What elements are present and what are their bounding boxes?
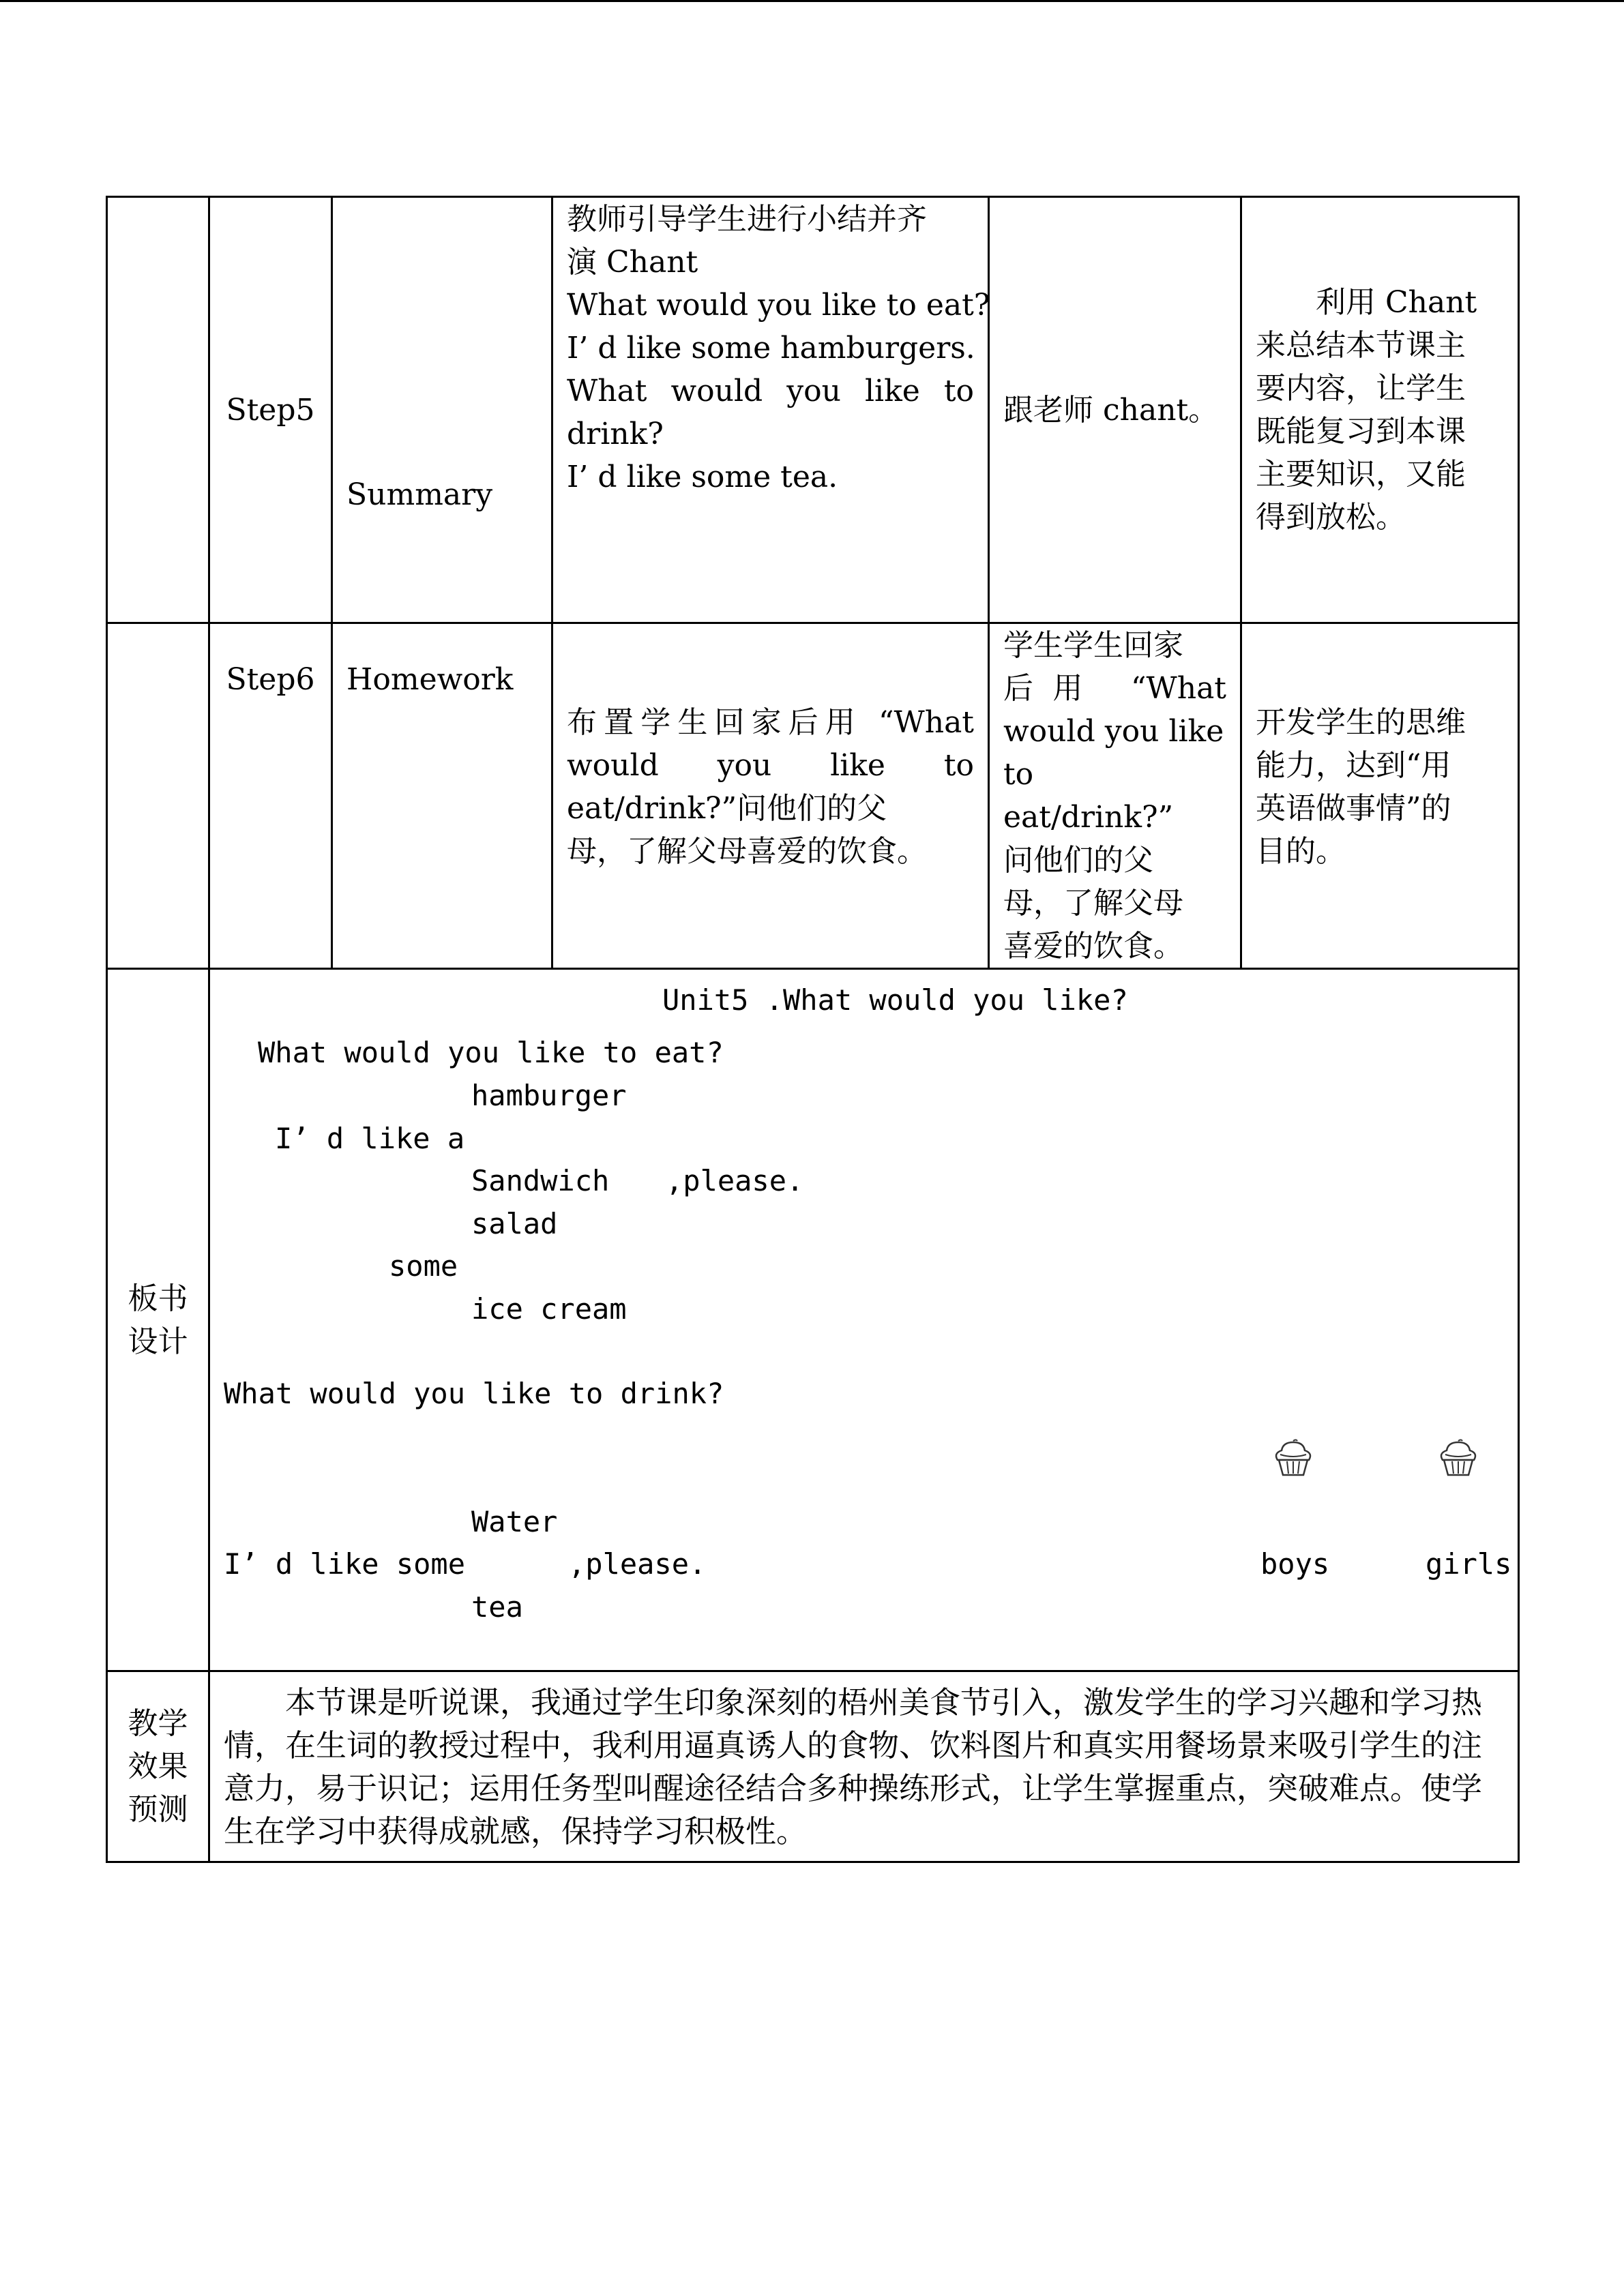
student-line: 问他们的父: [1003, 843, 1153, 878]
student-line: would you like: [1003, 714, 1224, 749]
board-please-1: ,please.: [666, 1164, 804, 1197]
board-label-boys: boys: [1260, 1547, 1330, 1581]
stage-label: Summary: [346, 477, 493, 512]
teacher-line: What would you like to: [567, 374, 974, 408]
effect-label-line: 效果: [128, 1749, 188, 1784]
purpose-line: 要内容，让学生: [1256, 371, 1466, 406]
teacher-line: drink?: [567, 417, 664, 451]
step5-stage-cell: [332, 197, 552, 623]
page-top-border: [0, 0, 1624, 2]
board-word-sandwich: Sandwich: [471, 1164, 610, 1197]
teacher-line: 教师引导学生进行小结并齐: [567, 202, 927, 237]
student-line: 后用 “What: [1003, 671, 1226, 706]
student-line: eat/drink?”: [1003, 800, 1174, 835]
purpose-line: 既能复习到本课: [1256, 414, 1466, 449]
board-please-2: ,please.: [568, 1547, 707, 1581]
board-title: Unit5 .What would you like?: [662, 983, 1128, 1017]
step5-step-cell: [209, 197, 332, 623]
board-label-girls: girls: [1426, 1547, 1512, 1581]
teacher-line: would you like to: [567, 748, 974, 783]
teacher-line: I’ d like some hamburgers.: [567, 331, 975, 366]
student-activity: 跟老师 chant。: [1003, 392, 1219, 428]
board-label-line: 设计: [128, 1324, 188, 1359]
effect-row: [107, 1671, 1519, 1862]
step-label: Step5: [226, 392, 315, 428]
step6-empty-cell: [107, 623, 209, 969]
board-word-tea: tea: [471, 1590, 523, 1624]
board-question-drink: What would you like to drink?: [224, 1377, 724, 1410]
purpose-line: 能力，达到“用: [1256, 748, 1451, 783]
purpose-line: 得到放松。: [1256, 500, 1406, 535]
purpose-line: 来总结本节课主: [1256, 328, 1466, 363]
lesson-plan-table: [106, 196, 1520, 1863]
step6-step-cell: [209, 623, 332, 969]
student-line: 母，了解父母: [1003, 886, 1183, 921]
purpose-line: 开发学生的思维: [1256, 705, 1466, 740]
teacher-line: I’ d like some tea.: [567, 460, 838, 494]
purpose-line: 利用 Chant: [1316, 285, 1477, 320]
effect-label-cell: [107, 1671, 209, 1862]
step6-teacher-cell: [552, 623, 989, 969]
step6-row: [107, 623, 1519, 969]
effect-summary-text: 本节课是听说课，我通过学生印象深刻的梧州美食节引入，激发学生的学习兴趣和学习热情，在生词的教授过程中，我利用逼真诱人的食物、饮料图片和真实用餐场景来吸引学生的注意力，易于识记；运用任务型叫醒途径结合多种操练形式，让学生掌握重点，突破难点。使学生在学习中获得成就感，保持学习积极性。: [224, 1684, 1483, 1849]
step5-student-cell: [989, 197, 1241, 623]
teacher-line: What would you like to eat?: [567, 288, 990, 323]
teacher-line: 布置学生回家后用 “What: [567, 705, 974, 740]
purpose-line: 英语做事情”的: [1256, 791, 1451, 826]
board-row: [107, 969, 1519, 1671]
effect-label-line: 教学: [128, 1706, 188, 1741]
step5-empty-cell: [107, 197, 209, 623]
board-word-ice-cream: ice cream: [471, 1292, 627, 1326]
board-word-hamburger: hamburger: [471, 1079, 627, 1112]
student-line: to: [1003, 757, 1034, 792]
cupcake-icon: [1269, 1437, 1317, 1485]
effect-label-line: 预测: [128, 1792, 188, 1827]
stage-label: Homework: [346, 662, 514, 697]
board-word-salad: salad: [471, 1207, 558, 1240]
step-label: Step6: [226, 662, 315, 697]
board-question-eat: What would you like to eat?: [258, 1036, 724, 1069]
board-id-like-some: I’ d like some: [224, 1547, 466, 1581]
board-word-water: Water: [471, 1505, 558, 1538]
cupcake-icon: [1434, 1437, 1482, 1485]
purpose-line: 目的。: [1256, 834, 1346, 869]
student-line: 喜爱的饮食。: [1003, 929, 1183, 964]
step6-purpose-cell: [1241, 623, 1519, 969]
board-label-cell: [107, 969, 209, 1671]
step6-student-cell: [989, 623, 1241, 969]
effect-text-cell: [209, 1671, 1519, 1862]
teacher-line: 母，了解父母喜爱的饮食。: [567, 834, 927, 869]
board-word-some: some: [389, 1249, 458, 1283]
step6-stage-cell: [332, 623, 552, 969]
purpose-line: 主要知识，又能: [1256, 457, 1466, 492]
teacher-line: 演 Chant: [567, 245, 698, 280]
student-line: 学生学生回家: [1003, 628, 1183, 663]
step5-purpose-cell: [1241, 197, 1519, 623]
board-design-cell: [209, 969, 1519, 1671]
step5-row: [107, 197, 1519, 623]
board-id-like-a: I’ d like a: [275, 1122, 465, 1155]
board-label-line: 板书: [128, 1281, 188, 1316]
step5-teacher-cell: [552, 197, 989, 623]
teacher-line: eat/drink?”问他们的父: [567, 791, 887, 826]
